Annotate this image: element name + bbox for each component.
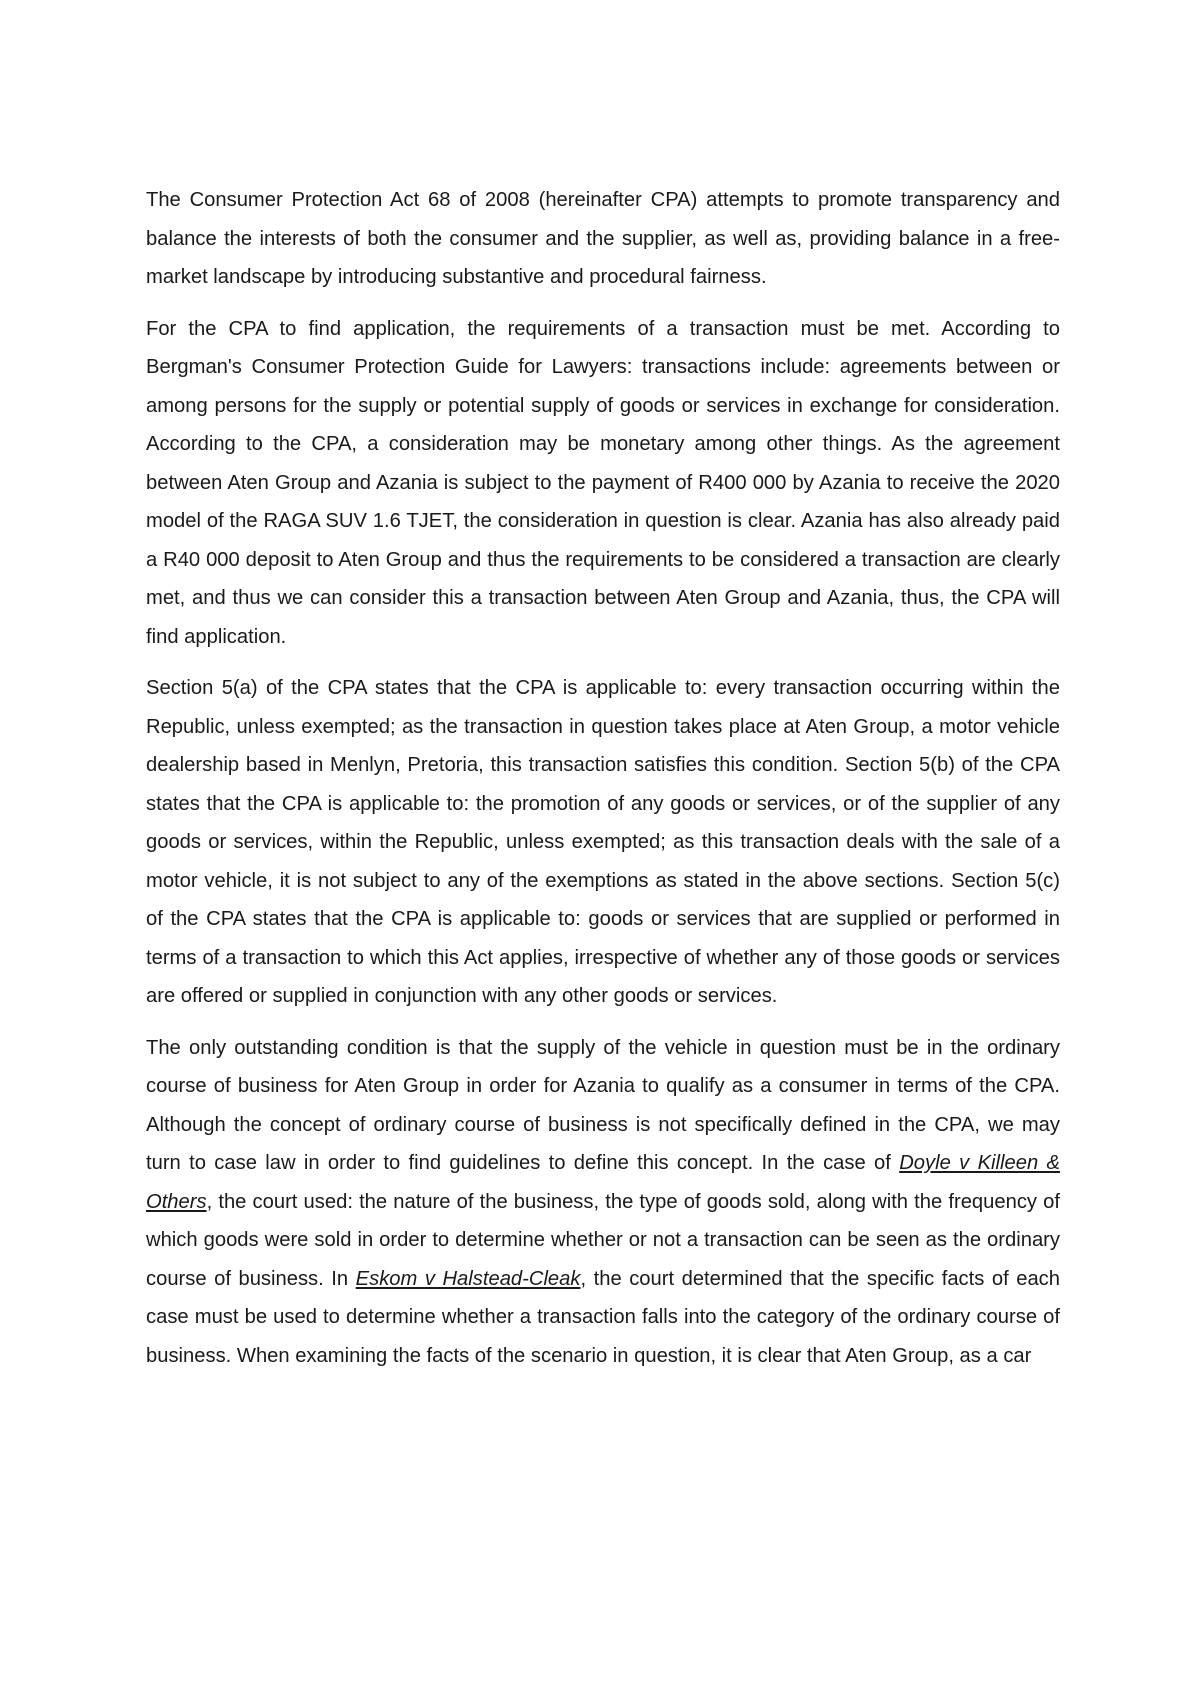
document-page bbox=[146, 181, 1060, 1388]
case-citation-doyle: Doyle v Killeen & Others bbox=[146, 1152, 1060, 1213]
paragraph-section-5: Section 5(a) of the CPA states that the CPA is applicable to: every transaction occurring within the Republic, unless exempted; as the transaction in question takes place at Aten Group, a motor vehicle dealership based in Menlyn, Pretoria, this transaction satisfies this condition. Section 5(b) of the CPA states that the CPA is applicable to: the promotion of any goods or services, or of the supplier of any goods or services, within the Republic, unless exempted; as this transaction deals with the sale of a motor vehicle, it is not subject to any of the exemptions as stated in the above sections. Section 5(c) of the CPA states that the CPA is applicable to: goods or services that are supplied or performed in terms of a transaction to which this Act applies, irrespective of whether any of those goods or services are offered or supplied in conjunction with any other goods or services. bbox=[146, 677, 1060, 1007]
paragraph-text-segment: The only outstanding condition is that the supply of the vehicle in question must be in the ordinary course of business for Aten Group in order for Azania to qualify as a consumer in terms of the CPA. Although the concept of ordinary course of business is not specifically defined in the CPA, we may turn to case law in order to find guidelines to define this concept. In the case of bbox=[146, 1036, 1060, 1174]
paragraph-transaction-requirements: For the CPA to find application, the requirements of a transaction must be met. According to Bergman's Consumer Protection Guide for Lawyers: transactions include: agreements between or among persons for the supply or potential supply of goods or services in exchange for consideration. According to the CPA, a consideration may be monetary among other things. As the agreement between Aten Group and Azania is subject to the payment of R400 000 by Azania to receive the 2020 model of the RAGA SUV 1.6 TJET, the consideration in question is clear. Azania has also already paid a R40 000 deposit to Aten Group and thus the requirements to be considered a transaction are clearly met, and thus we can consider this a transaction between Aten Group and Azania, thus, the CPA will find application. bbox=[146, 317, 1060, 648]
paragraph-text-segment: , the court determined that the specific facts of each case must be used to determine whether a transaction falls into the category of the ordinary course of business. When examining the facts of the scenario in question, it is clear that Aten Group, as a car bbox=[146, 1267, 1060, 1367]
paragraph-ordinary-course bbox=[146, 1029, 1060, 1376]
case-citation-eskom: Eskom v Halstead-Cleak bbox=[355, 1267, 581, 1290]
paragraph-cpa-intro: The Consumer Protection Act 68 of 2008 (hereinafter CPA) attempts to promote transparency and balance the interests of both the consumer and the supplier, as well as, providing balance in a free-market landscape by introducing substantive and procedural fairness. bbox=[146, 189, 1060, 288]
paragraph-text-segment: , the court used: the nature of the business, the type of goods sold, along with the frequency of which goods were sold in order to determine whether or not a transaction can be seen as the ordinary course of business. In bbox=[146, 1190, 1060, 1290]
